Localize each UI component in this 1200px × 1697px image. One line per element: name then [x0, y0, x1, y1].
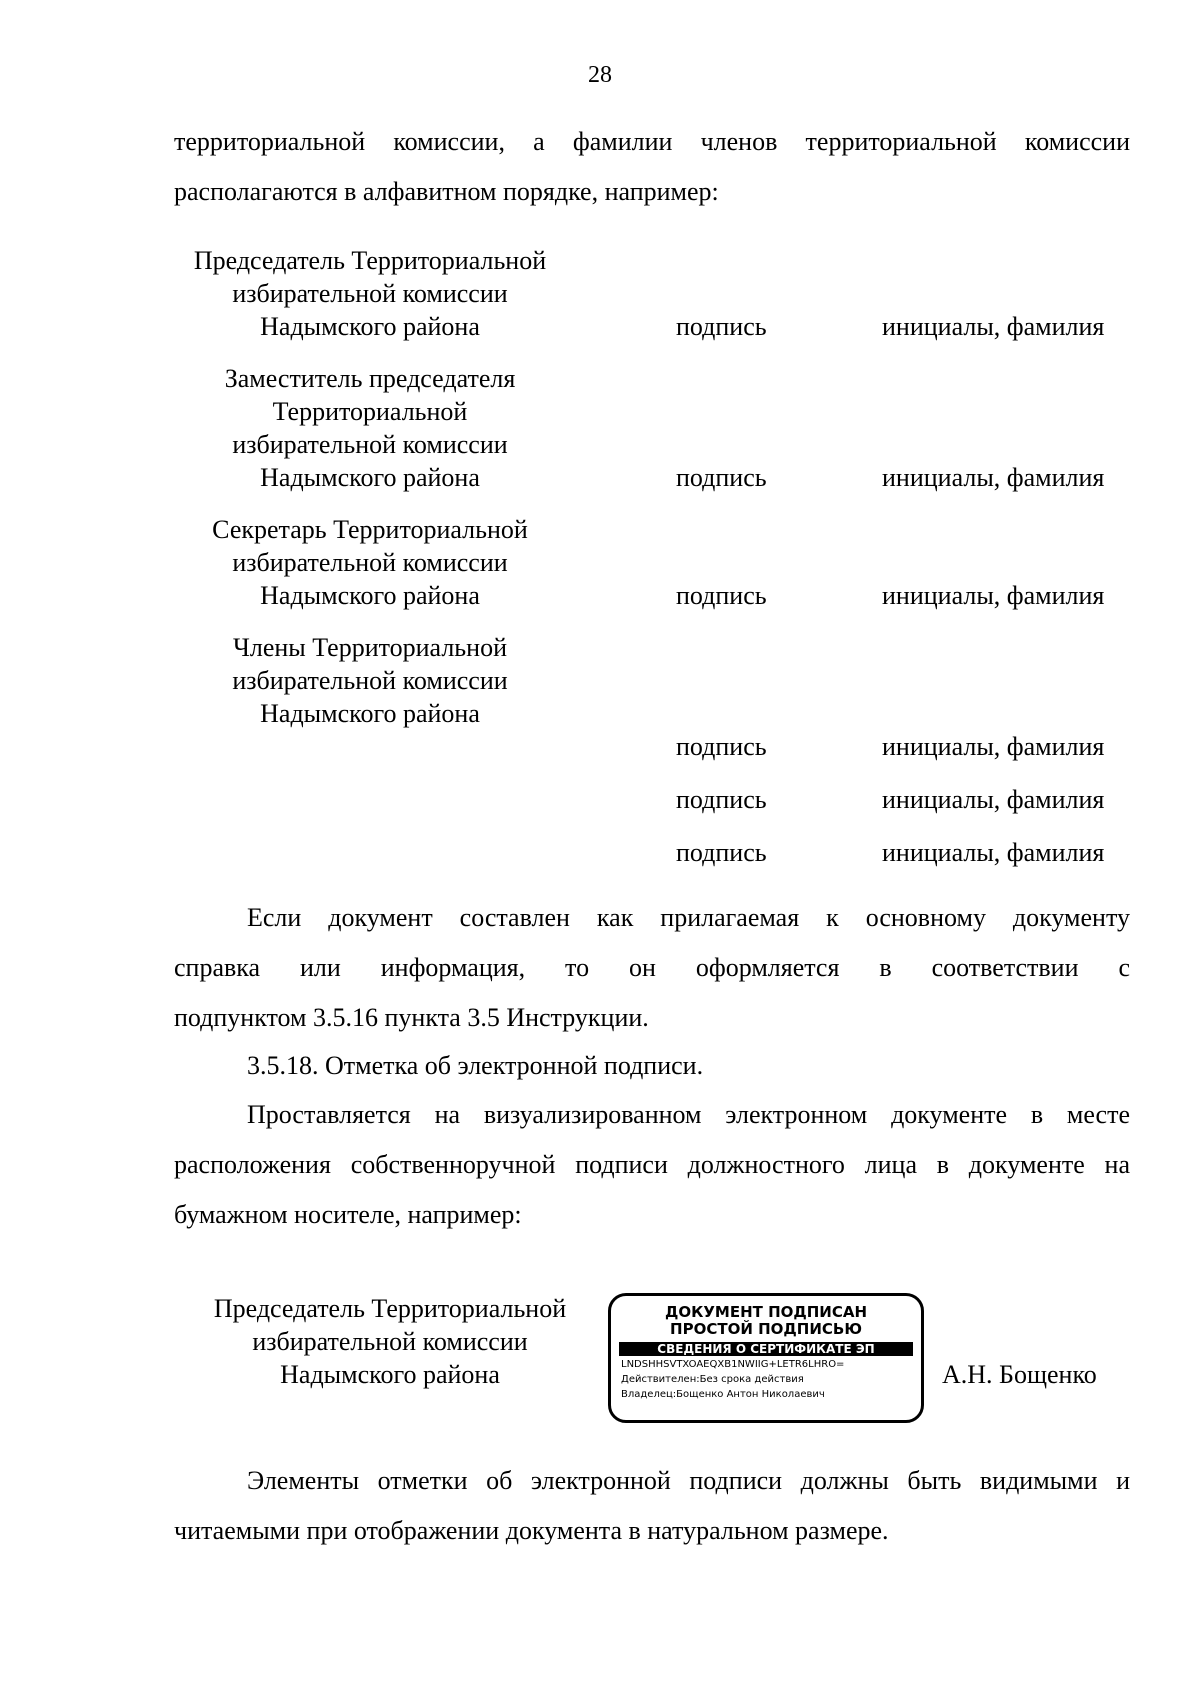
- stamp-owner: Владелец:Бощенко Антон Николаевич: [621, 1389, 825, 1400]
- signer-name: А.Н. Бощенко: [942, 1360, 1097, 1389]
- deputy-signature-placeholder: подпись: [676, 463, 767, 492]
- stamp-certificate-header: СВЕДЕНИЯ О СЕРТИФИКАТЕ ЭП: [619, 1342, 913, 1356]
- e-signature-stamp: [608, 1293, 924, 1423]
- visibility-paragraph: [174, 1456, 1130, 1556]
- stamp-validity: Действителен:Без срока действия: [621, 1374, 804, 1385]
- member-3-signature-placeholder: подпись: [676, 838, 767, 867]
- secretary-position: [160, 513, 580, 612]
- secretary-line-2: избирательной комиссии: [232, 548, 508, 577]
- page-number: 28: [588, 62, 612, 88]
- intro-paragraph: [174, 117, 1130, 217]
- attachment-line-2: справка или информация, то он оформляется в соответствии с: [174, 953, 1130, 982]
- visibility-line-2: читаемыми при отображении документа в натуральном размере.: [174, 1516, 889, 1545]
- chairman-line-3: Надымского района: [260, 312, 480, 341]
- secretary-line-3: Надымского района: [260, 581, 480, 610]
- member-1-name-placeholder: инициалы, фамилия: [882, 732, 1105, 761]
- section-heading: [174, 1041, 1130, 1091]
- stamp-title-line-2: ПРОСТОЙ ПОДПИСЬЮ: [670, 1320, 862, 1338]
- chairman-name-placeholder: инициалы, фамилия: [882, 312, 1105, 341]
- chairman-line-1: Председатель Территориальной: [193, 246, 547, 275]
- members-position: [160, 631, 580, 730]
- attachment-paragraph: [174, 893, 1130, 1043]
- e-position-line-2: избирательной комиссии: [252, 1327, 528, 1356]
- placement-line-2: расположения собственноручной подписи должностного лица в документе на: [174, 1150, 1130, 1179]
- members-line-1: Члены Территориальной: [232, 633, 507, 662]
- member-2-name-placeholder: инициалы, фамилия: [882, 785, 1105, 814]
- attachment-line-3: подпунктом 3.5.16 пункта 3.5 Инструкции.: [174, 1003, 649, 1032]
- chairman-line-2: избирательной комиссии: [232, 279, 508, 308]
- deputy-line-2: Территориальной: [272, 397, 468, 426]
- deputy-position: [160, 362, 580, 494]
- intro-line-2: располагаются в алфавитном порядке, например:: [174, 177, 719, 206]
- members-line-2: избирательной комиссии: [232, 666, 508, 695]
- attachment-line-1: Если документ составлен как прилагаемая к основному документу: [247, 903, 1130, 932]
- secretary-name-placeholder: инициалы, фамилия: [882, 581, 1105, 610]
- members-line-3: Надымского района: [260, 699, 480, 728]
- stamp-title-line-1: ДОКУМЕНТ ПОДПИСАН: [664, 1303, 868, 1321]
- deputy-line-4: Надымского района: [260, 463, 480, 492]
- e-position-line-1: Председатель Территориальной: [213, 1294, 567, 1323]
- secretary-line-1: Секретарь Территориальной: [212, 515, 528, 544]
- placement-paragraph: [174, 1090, 1130, 1240]
- chairman-position: [160, 244, 580, 343]
- deputy-line-1: Заместитель председателя: [224, 364, 516, 393]
- chairman-signature-placeholder: подпись: [676, 312, 767, 341]
- deputy-name-placeholder: инициалы, фамилия: [882, 463, 1105, 492]
- secretary-signature-placeholder: подпись: [676, 581, 767, 610]
- section-heading-text: 3.5.18. Отметка об электронной подписи.: [247, 1051, 704, 1080]
- placement-line-3: бумажном носителе, например:: [174, 1200, 522, 1229]
- visibility-line-1: Элементы отметки об электронной подписи должны быть видимыми и: [247, 1466, 1130, 1495]
- deputy-line-3: избирательной комиссии: [232, 430, 508, 459]
- placement-line-1: Проставляется на визуализированном электронном документе в месте: [247, 1100, 1130, 1129]
- e-signature-position: [180, 1292, 600, 1391]
- member-2-signature-placeholder: подпись: [676, 785, 767, 814]
- e-position-line-3: Надымского района: [280, 1360, 500, 1389]
- stamp-certificate-id: LNDSHHSVTXOAEQXB1NWIIG+LETR6LHRO=: [621, 1359, 845, 1370]
- member-1-signature-placeholder: подпись: [676, 732, 767, 761]
- member-3-name-placeholder: инициалы, фамилия: [882, 838, 1105, 867]
- intro-line-1: территориальной комиссии, а фамилии членов территориальной комиссии: [174, 127, 1130, 156]
